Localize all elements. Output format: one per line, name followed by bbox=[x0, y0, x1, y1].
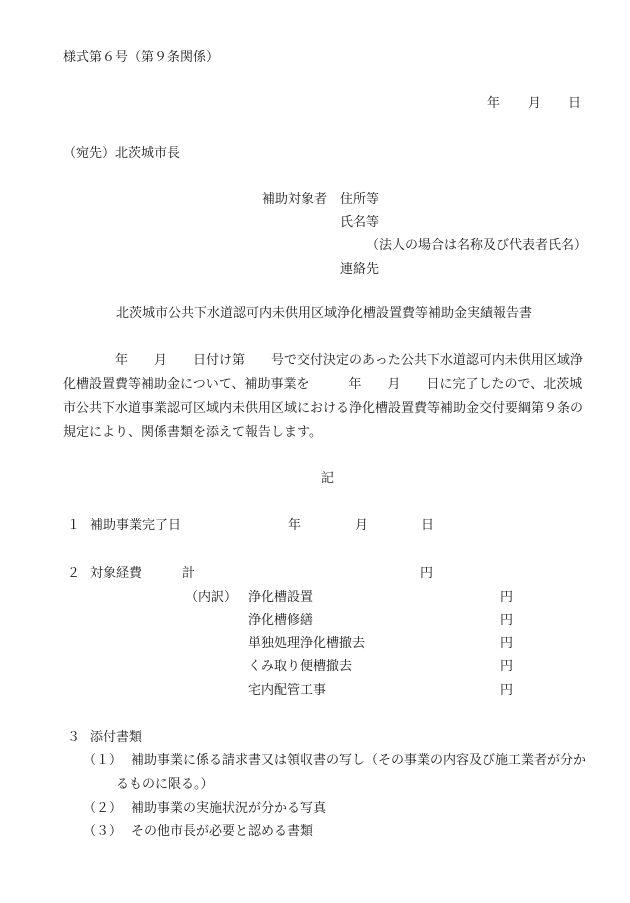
date-month-label: 月 bbox=[528, 96, 542, 111]
item1-number: １ bbox=[67, 518, 81, 533]
attachment-text-continued: るものに限る。） bbox=[116, 777, 214, 792]
breakdown-label: （内訳） bbox=[185, 590, 238, 605]
breakdown-item-name: くみ取り便槽撤去 bbox=[248, 659, 353, 674]
item2-total-unit: 円 bbox=[420, 566, 434, 581]
item1-day-label: 日 bbox=[421, 518, 435, 533]
breakdown-item-unit: 円 bbox=[500, 590, 514, 605]
date-year-label: 年 bbox=[487, 96, 501, 111]
item1-label: 補助事業完了日 bbox=[90, 518, 182, 533]
body-line: 化槽設置費等補助金について、補助事業を 年 月 日に完了したので、北茨城 bbox=[63, 377, 583, 392]
ki-heading: 記 bbox=[321, 471, 335, 486]
breakdown-item-unit: 円 bbox=[500, 683, 514, 698]
attachment-text: その他市長が必要と認める書類 bbox=[131, 824, 314, 839]
applicant-address-label: 住所等 bbox=[340, 192, 380, 207]
body-line: 規定により、関係書類を添えて報告します。 bbox=[63, 425, 322, 440]
item2-label: 対象経費 bbox=[90, 566, 143, 581]
applicant-contact-label: 連絡先 bbox=[340, 262, 380, 277]
attachment-number: （２） bbox=[83, 801, 123, 816]
breakdown-item-unit: 円 bbox=[500, 636, 514, 651]
item1-month-label: 月 bbox=[355, 518, 369, 533]
date-day-label: 日 bbox=[568, 96, 582, 111]
breakdown-item-unit: 円 bbox=[500, 613, 514, 628]
item2-total-label: 計 bbox=[182, 566, 196, 581]
breakdown-item-name: 浄化槽設置 bbox=[248, 590, 314, 605]
report-title: 北茨城市公共下水道認可内未供用区域浄化槽設置費等補助金実績報告書 bbox=[116, 306, 533, 321]
form-number: 様式第６号（第９条関係） bbox=[63, 50, 220, 65]
addressee: （宛先）北茨城市長 bbox=[63, 146, 181, 161]
body-line: 市公共下水道事業認可区域内未供用区域における浄化槽設置費等補助金交付要綱第９条の bbox=[63, 401, 584, 416]
breakdown-item-name: 浄化槽修繕 bbox=[248, 613, 314, 628]
item3-number: ３ bbox=[67, 730, 81, 745]
attachment-text: 補助事業の実施状況が分かる写真 bbox=[131, 801, 327, 816]
attachment-text: 補助事業に係る請求書又は領収書の写し（その事業の内容及び施工業者が分か bbox=[131, 753, 587, 768]
breakdown-item-name: 単独処理浄化槽撤去 bbox=[248, 636, 366, 651]
attachment-number: （３） bbox=[83, 824, 123, 839]
report-body bbox=[63, 349, 598, 445]
breakdown-item-name: 宅内配管工事 bbox=[248, 683, 327, 698]
item3-label: 添付書類 bbox=[90, 730, 143, 745]
body-line: 年 月 日付け第 号で交付決定のあった公共下水道認可内未供用区域浄 bbox=[63, 353, 583, 368]
applicant-corporate-note: （法人の場合は名称及び代表者氏名） bbox=[366, 238, 588, 253]
attachment-number: （１） bbox=[83, 753, 123, 768]
applicant-name-label: 氏名等 bbox=[340, 215, 380, 230]
breakdown-item-unit: 円 bbox=[500, 659, 514, 674]
applicant-label: 補助対象者 bbox=[262, 192, 328, 207]
item2-number: ２ bbox=[67, 566, 81, 581]
item1-year-label: 年 bbox=[288, 518, 302, 533]
